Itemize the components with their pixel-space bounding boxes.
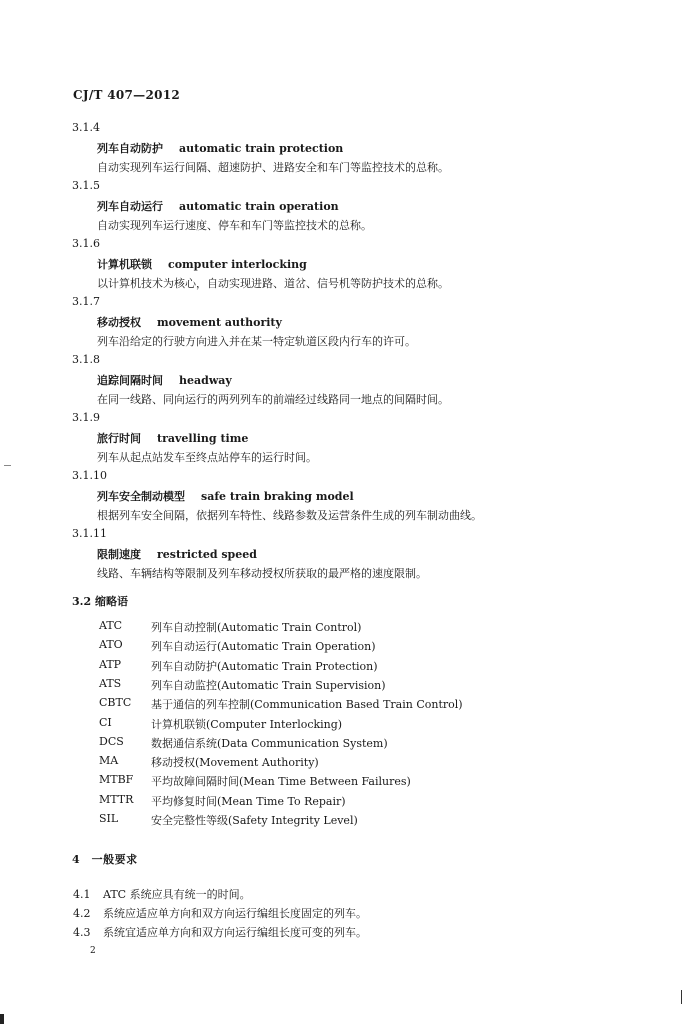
clause-number: 3.1.6 bbox=[72, 237, 100, 250]
abbreviation-expansion: 数据通信系统(Data Communication System) bbox=[151, 736, 388, 750]
abbreviation-expansion: 计算机联锁(Computer Interlocking) bbox=[151, 717, 343, 731]
abbreviation: CBTC bbox=[99, 696, 132, 710]
term-line bbox=[97, 198, 339, 214]
abbreviation-expansion: 平均修复时间(Mean Time To Repair) bbox=[151, 794, 346, 808]
general-requirements-heading: 4 一般要求 bbox=[72, 853, 138, 866]
abbreviation-row bbox=[0, 716, 692, 734]
abbreviation-row bbox=[0, 619, 692, 637]
term-english: automatic train operation bbox=[179, 200, 339, 213]
definition-text: 以计算机技术为核心，自动实现进路、道岔、信号机等防护技术的总称。 bbox=[97, 277, 449, 290]
scan-mark-left bbox=[4, 465, 11, 466]
requirement-item bbox=[73, 924, 367, 940]
definition-text: 列车从起点站发车至终点站停车的运行时间。 bbox=[97, 451, 317, 464]
standard-number: CJ/T 407—2012 bbox=[73, 88, 181, 102]
term-chinese: 计算机联锁 bbox=[97, 258, 152, 271]
requirement-item bbox=[73, 905, 367, 921]
abbreviation-row bbox=[0, 754, 692, 772]
abbreviation-expansion: 列车自动运行(Automatic Train Operation) bbox=[151, 640, 376, 654]
term-english: restricted speed bbox=[157, 548, 257, 561]
term-line bbox=[97, 140, 343, 156]
term-english: computer interlocking bbox=[168, 258, 307, 271]
term-line bbox=[97, 256, 307, 272]
abbreviation-row bbox=[0, 638, 692, 656]
abbreviation: MTBF bbox=[99, 773, 134, 787]
abbreviation-expansion: 平均故障间隔时间(Mean Time Between Failures) bbox=[151, 775, 411, 789]
requirement-number: 4.1 bbox=[73, 888, 91, 901]
clause-number: 3.1.11 bbox=[72, 527, 107, 540]
definition-text: 自动实现列车运行间隔、超速防护、进路安全和车门等监控技术的总称。 bbox=[97, 161, 449, 174]
abbreviation: ATS bbox=[99, 676, 122, 690]
abbreviation: SIL bbox=[99, 812, 119, 825]
abbreviation-expansion: 列车自动监控(Automatic Train Supervision) bbox=[151, 678, 386, 692]
abbreviation-row bbox=[0, 735, 692, 753]
term-line bbox=[97, 372, 232, 388]
abbreviation: ATP bbox=[99, 657, 122, 671]
requirement-number: 4.2 bbox=[73, 907, 91, 920]
requirement-text: 系统宜适应单方向和双方向运行编组长度可变的列车。 bbox=[103, 926, 367, 939]
definition-text: 列车沿给定的行驶方向进入并在某一特定轨道区段内行车的许可。 bbox=[97, 335, 416, 348]
term-chinese: 列车自动运行 bbox=[97, 200, 163, 213]
requirement-item bbox=[73, 886, 251, 902]
clause-number: 3.1.7 bbox=[72, 295, 100, 308]
abbreviation-expansion: 基于通信的列车控制(Communication Based Train Control) bbox=[151, 698, 463, 712]
term-line bbox=[97, 430, 248, 446]
abbreviation-row bbox=[0, 793, 692, 811]
requirement-number: 4.3 bbox=[73, 926, 91, 939]
page-number: 2 bbox=[90, 946, 96, 956]
abbreviation: MA bbox=[99, 754, 119, 768]
term-line bbox=[97, 314, 282, 330]
term-english: headway bbox=[179, 374, 232, 387]
term-chinese: 旅行时间 bbox=[97, 432, 141, 445]
abbreviation-row bbox=[0, 677, 692, 695]
term-english: travelling time bbox=[157, 432, 249, 445]
scan-mark-right bbox=[681, 990, 682, 1004]
definition-text: 自动实现列车运行速度、停车和车门等监控技术的总称。 bbox=[97, 219, 372, 232]
requirement-text: ATC 系统应具有统一的时间。 bbox=[103, 888, 251, 901]
abbreviation-expansion: 移动授权(Movement Authority) bbox=[151, 756, 319, 770]
clause-number: 3.1.4 bbox=[72, 121, 100, 134]
term-english: movement authority bbox=[157, 316, 282, 329]
term-chinese: 列车安全制动模型 bbox=[97, 490, 185, 503]
clause-number: 3.1.9 bbox=[72, 411, 100, 424]
term-chinese: 限制速度 bbox=[97, 548, 141, 561]
term-chinese: 列车自动防护 bbox=[97, 142, 163, 155]
abbreviation-row bbox=[0, 812, 692, 830]
scan-mark-corner bbox=[0, 1014, 4, 1024]
abbreviation-row bbox=[0, 658, 692, 676]
clause-number: 3.1.10 bbox=[72, 469, 107, 482]
abbreviation-expansion: 列车自动控制(Automatic Train Control) bbox=[151, 621, 362, 634]
abbreviation: CI bbox=[99, 715, 112, 729]
abbreviation-row bbox=[0, 696, 692, 714]
abbreviations-heading: 3.2 缩略语 bbox=[72, 595, 128, 608]
requirement-text: 系统应适应单方向和双方向运行编组长度固定的列车。 bbox=[103, 907, 367, 920]
term-english: automatic train protection bbox=[179, 142, 344, 155]
abbreviation: DCS bbox=[99, 734, 124, 748]
term-english: safe train braking model bbox=[201, 490, 354, 503]
abbreviation: ATO bbox=[99, 638, 123, 652]
term-line bbox=[97, 546, 257, 562]
definition-text: 线路、车辆结构等限制及列车移动授权所获取的最严格的速度限制。 bbox=[97, 567, 427, 580]
term-line bbox=[97, 488, 354, 504]
term-chinese: 移动授权 bbox=[97, 316, 141, 329]
abbreviation: ATC bbox=[99, 619, 123, 632]
definition-text: 根据列车安全间隔，依据列车特性、线路参数及运营条件生成的列车制动曲线。 bbox=[97, 509, 482, 522]
clause-number: 3.1.5 bbox=[72, 179, 100, 192]
abbreviation: MTTR bbox=[99, 792, 134, 806]
clause-number: 3.1.8 bbox=[72, 353, 100, 366]
term-chinese: 追踪间隔时间 bbox=[97, 374, 163, 387]
abbreviation-expansion: 安全完整性等级(Safety Integrity Level) bbox=[151, 814, 358, 827]
abbreviation-row bbox=[0, 773, 692, 791]
abbreviation-expansion: 列车自动防护(Automatic Train Protection) bbox=[151, 659, 378, 673]
definition-text: 在同一线路、同向运行的两列列车的前端经过线路同一地点的间隔时间。 bbox=[97, 393, 449, 406]
